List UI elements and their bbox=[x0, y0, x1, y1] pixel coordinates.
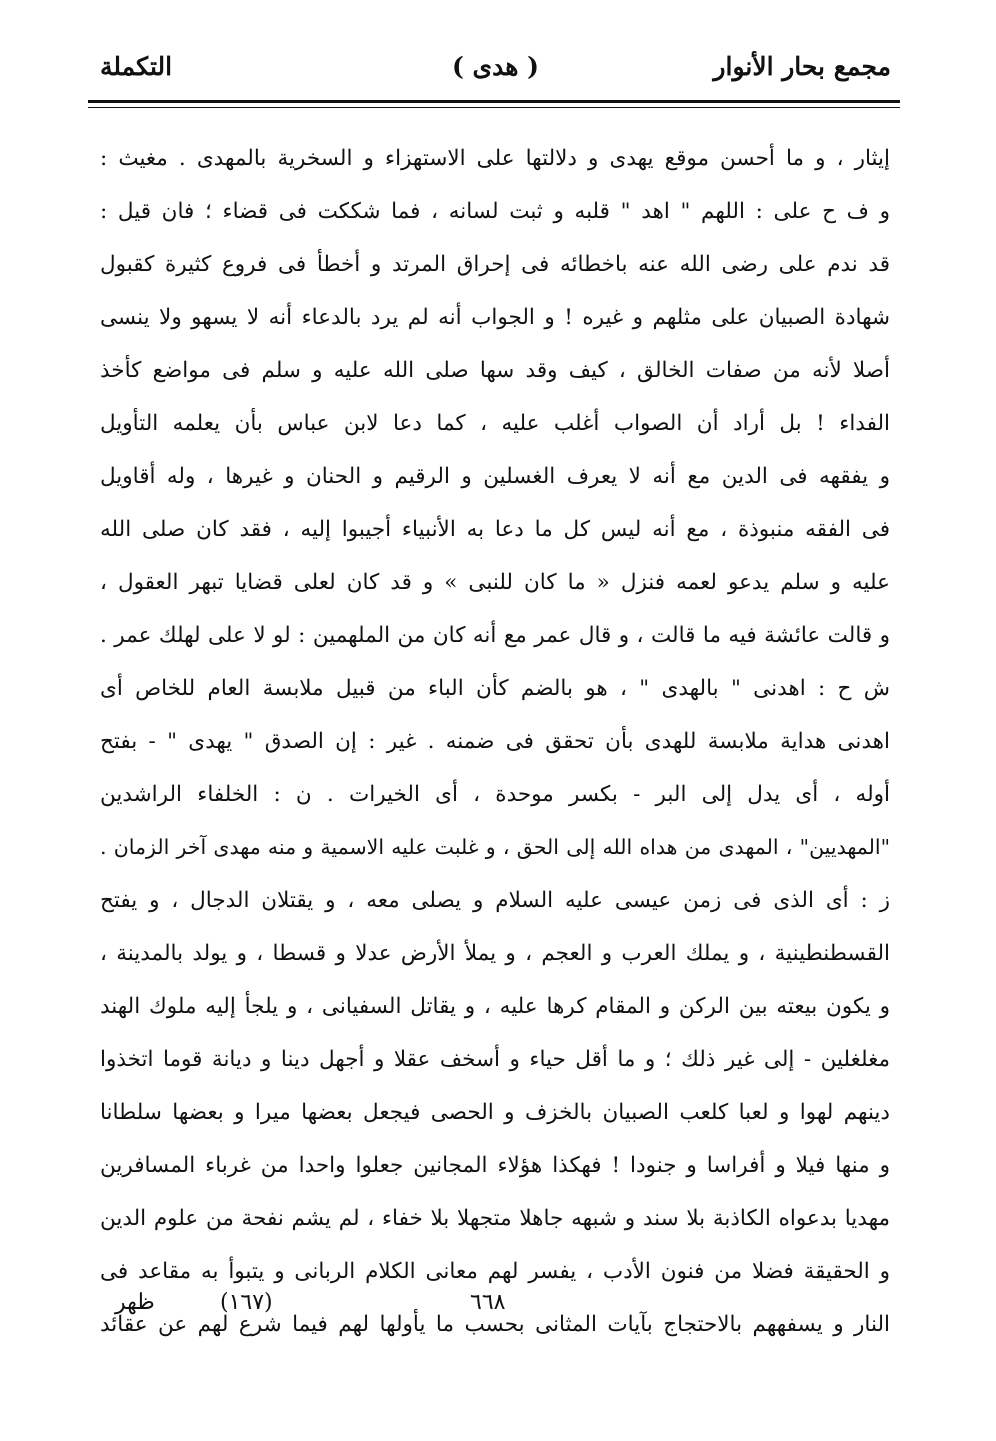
header-rule-thin bbox=[88, 107, 900, 108]
text-line: مهديا بدعواه الكاذبة بلا سند و شبهه جاهلا متجهلا بلا خفاء ، لم يشم نفحة من علوم الدين bbox=[100, 1206, 890, 1231]
folio-number: (١٦٧) bbox=[220, 1290, 273, 1315]
header-rule-thick bbox=[88, 100, 900, 103]
text-line: شهادة الصبيان على مثلهم و غيره ! و الجواب أنه لم يرد بالدعاء أنه لا يسهو ولا ينسى bbox=[100, 305, 890, 330]
section-label: التكملة bbox=[100, 52, 173, 81]
text-line: و منها فيلا و أفراسا و جنودا ! فهكذا هؤلاء المجانين جعلوا واحدا من غرباء المسافرين bbox=[100, 1153, 890, 1178]
text-line: و يكون بيعته بين الركن و المقام كرها عليه ، و يقاتل السفيانى ، و يلجأ إليه ملوك الهند bbox=[100, 994, 890, 1019]
folio-side: ظهر bbox=[115, 1290, 155, 1315]
text-line: اهدنى هداية ملابسة للهدى بأن تحقق فى ضمنه . غير : إن الصدق " يهدى " - بفتح bbox=[100, 729, 890, 754]
page-number: ٦٦٨ bbox=[470, 1290, 506, 1315]
text-line: أصلا لأنه من صفات الخالق ، كيف وقد سها صلى الله عليه و سلم فى مواضع كأخذ bbox=[100, 358, 890, 383]
text-line: الفداء ! بل أراد أن الصواب أغلب عليه ، كما دعا لابن عباس بأن يعلمه التأويل bbox=[100, 411, 890, 436]
text-line: مغلغلين - إلى غير ذلك ؛ و ما أقل حياء و أسخف عقلا و أجهل دينا و ديانة قوما اتخذوا bbox=[100, 1047, 890, 1072]
text-line: و يفقهه فى الدين مع أنه لا يعرف الغسلين و الرقيم و الحنان و غيرها ، وله أقاويل bbox=[100, 464, 890, 489]
book-title: مجمع بحار الأنوار bbox=[713, 52, 891, 81]
text-line: و قالت عائشة فيه ما قالت ، و قال عمر مع أنه كان من الملهمين : لو لا على لهلك عمر . bbox=[100, 623, 890, 648]
text-line: إيثار ، و ما أحسن موقع يهدى و دلالتها على الاستهزاء و السخرية بالمهدى . مغيث : bbox=[100, 146, 890, 171]
page-header bbox=[100, 52, 891, 92]
text-line: ش ح : اهدنى " بالهدى " ، هو بالضم كأن الباء من قبيل ملابسة العام للخاص أى bbox=[100, 676, 890, 701]
text-line: النار و يسفههم بالاحتجاج بآيات المثانى بحسب ما يأولها لهم فيما شرع لهم عن عقائد bbox=[100, 1312, 890, 1337]
text-line: ز : أى الذى فى زمن عيسى عليه السلام و يصلى معه ، و يقتلان الدجال ، و يفتح bbox=[100, 888, 890, 913]
text-line: و ف ح على : اللهم " اهد " قلبه و ثبت لسانه ، فما شككت فى قضاء ؛ فان قيل : bbox=[100, 199, 890, 224]
text-line: عليه و سلم يدعو لعمه فنزل « ما كان للنبى » و قد كان لعلى قضايا تبهر العقول ، bbox=[100, 570, 890, 595]
text-line: و الحقيقة فضلا من فنون الأدب ، يفسر لهم معانى الكلام الربانى و يتبوأ به مقاعد فى bbox=[100, 1259, 890, 1284]
text-line: "المهديين" ، المهدى من هداه الله إلى الحق ، و غلبت عليه الاسمية و منه مهدى آخر الزمان . bbox=[100, 835, 890, 859]
text-line: دينهم لهوا و لعبا كلعب الصبيان بالخزف و الحصى فيجعل بعضها ميرا و بعضها سلطانا bbox=[100, 1100, 890, 1125]
entry-heading: ( هدى ) bbox=[452, 52, 539, 81]
text-line: القسطنطينية ، و يملك العرب و العجم ، و يملأ الأرض عدلا و قسطا ، و يولد بالمدينة ، bbox=[100, 941, 890, 966]
text-line: أوله ، أى يدل إلى البر - بكسر موحدة ، أى الخيرات . ن : الخلفاء الراشدين bbox=[100, 782, 890, 807]
body-text bbox=[100, 132, 890, 1351]
text-line: فى الفقه منبوذة ، مع أنه ليس كل ما دعا به الأنبياء أجيبوا إليه ، فقد كان صلى الله bbox=[100, 517, 890, 542]
page-footer bbox=[100, 1290, 890, 1326]
text-line: قد ندم على رضى الله عنه باخطائه فى إحراق المرتد و أخطأ فى فروع كثيرة كقبول bbox=[100, 252, 890, 277]
